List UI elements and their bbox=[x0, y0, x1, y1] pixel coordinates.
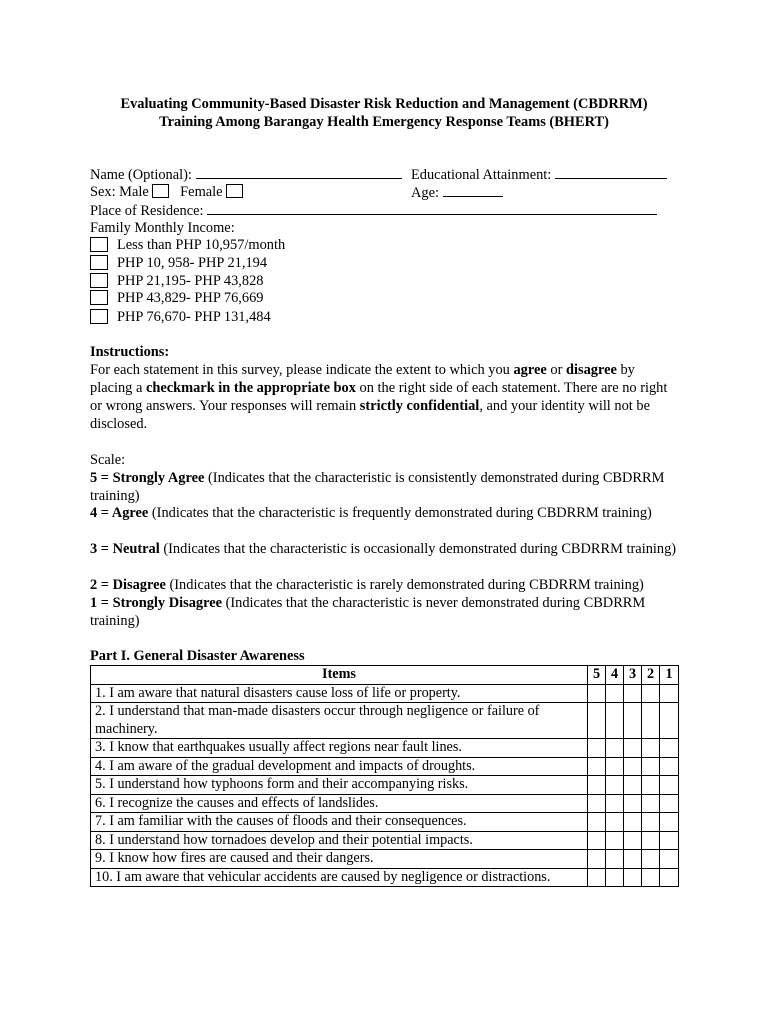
education-row bbox=[411, 165, 667, 184]
rating-cell-5[interactable] bbox=[588, 850, 606, 869]
rating-cell-3[interactable] bbox=[624, 794, 642, 813]
income-option-label: Less than PHP 10,957/month bbox=[117, 237, 286, 253]
rating-cell-2[interactable] bbox=[642, 850, 660, 869]
rating-cell-2[interactable] bbox=[642, 813, 660, 832]
name-field[interactable] bbox=[196, 165, 402, 179]
age-field[interactable] bbox=[443, 183, 503, 197]
scale-item-3: 3 = Neutral (Indicates that the characteristic is occasionally demonstrated during CBDRRM training) bbox=[90, 541, 677, 557]
income-option-label: PHP 21,195- PHP 43,828 bbox=[117, 273, 264, 289]
income-option-label: PHP 10, 958- PHP 21,194 bbox=[117, 255, 268, 271]
rating-cell-1[interactable] bbox=[660, 776, 679, 795]
table-row bbox=[91, 868, 679, 887]
rating-cell-3[interactable] bbox=[624, 813, 642, 832]
income-label: Family Monthly Income: bbox=[90, 220, 235, 236]
table-row bbox=[91, 794, 679, 813]
female-label: Female bbox=[180, 184, 223, 200]
rating-cell-2[interactable] bbox=[642, 776, 660, 795]
scale-header: 4 bbox=[606, 666, 624, 685]
rating-cell-4[interactable] bbox=[606, 757, 624, 776]
item-statement: 8. I understand how tornadoes develop and their potential impacts. bbox=[91, 831, 588, 850]
table-row bbox=[91, 776, 679, 795]
table-body bbox=[91, 684, 679, 887]
rating-cell-2[interactable] bbox=[642, 757, 660, 776]
rating-cell-4[interactable] bbox=[606, 794, 624, 813]
scale-header: 3 bbox=[624, 666, 642, 685]
rating-cell-4[interactable] bbox=[606, 813, 624, 832]
scale-header: 2 bbox=[642, 666, 660, 685]
scale-heading: Scale: bbox=[90, 452, 126, 468]
item-statement: 9. I know how fires are caused and their dangers. bbox=[91, 850, 588, 869]
item-statement: 4. I am aware of the gradual development and impacts of droughts. bbox=[91, 757, 588, 776]
rating-cell-4[interactable] bbox=[606, 739, 624, 758]
scale-item-1: 1 = Strongly Disagree (Indicates that the characteristic is never demonstrated during CBDRRM training) bbox=[90, 595, 646, 629]
rating-cell-2[interactable] bbox=[642, 794, 660, 813]
rating-cell-3[interactable] bbox=[624, 757, 642, 776]
scale-item-2: 2 = Disagree (Indicates that the characteristic is rarely demonstrated during CBDRRM training) bbox=[90, 577, 644, 593]
table-row bbox=[91, 703, 679, 739]
item-statement: 5. I understand how typhoons form and their accompanying risks. bbox=[91, 776, 588, 795]
rating-cell-3[interactable] bbox=[624, 850, 642, 869]
rating-cell-1[interactable] bbox=[660, 831, 679, 850]
table-row bbox=[91, 739, 679, 758]
rating-cell-3[interactable] bbox=[624, 684, 642, 703]
rating-cell-5[interactable] bbox=[588, 739, 606, 758]
rating-cell-5[interactable] bbox=[588, 831, 606, 850]
rating-cell-5[interactable] bbox=[588, 813, 606, 832]
rating-cell-5[interactable] bbox=[588, 794, 606, 813]
part1-heading: Part I. General Disaster Awareness bbox=[90, 648, 305, 664]
rating-cell-1[interactable] bbox=[660, 850, 679, 869]
income-option-checkbox[interactable] bbox=[90, 290, 108, 305]
rating-cell-3[interactable] bbox=[624, 739, 642, 758]
sex-label: Sex: Male bbox=[90, 184, 149, 200]
survey-title-line1: Evaluating Community-Based Disaster Risk Reduction and Management (CBDRRM) bbox=[120, 96, 648, 112]
name-row bbox=[90, 165, 402, 184]
rating-cell-1[interactable] bbox=[660, 794, 679, 813]
rating-cell-2[interactable] bbox=[642, 703, 660, 739]
income-option-checkbox[interactable] bbox=[90, 255, 108, 270]
sex-row bbox=[90, 183, 243, 201]
residence-row bbox=[90, 201, 657, 220]
income-option-label: PHP 76,670- PHP 131,484 bbox=[117, 309, 271, 325]
scale-header: 1 bbox=[660, 666, 679, 685]
item-statement: 10. I am aware that vehicular accidents are caused by negligence or distractions. bbox=[91, 868, 588, 887]
rating-cell-2[interactable] bbox=[642, 831, 660, 850]
item-statement: 7. I am familiar with the causes of floods and their consequences. bbox=[91, 813, 588, 832]
scale-header: 5 bbox=[588, 666, 606, 685]
rating-cell-1[interactable] bbox=[660, 868, 679, 887]
age-row bbox=[411, 183, 503, 202]
income-option-checkbox[interactable] bbox=[90, 309, 108, 324]
rating-cell-1[interactable] bbox=[660, 684, 679, 703]
age-label: Age: bbox=[411, 185, 439, 201]
income-option-checkbox[interactable] bbox=[90, 273, 108, 288]
rating-cell-5[interactable] bbox=[588, 776, 606, 795]
table-row bbox=[91, 757, 679, 776]
rating-cell-5[interactable] bbox=[588, 703, 606, 739]
instructions-text: For each statement in this survey, please indicate the extent to which you agree or disagree by placing a checkmark in the appropriate box on the right side of each statement. There are no right or wrong answers. Your responses will remain strictly confidential, and your identity will not be disclosed. bbox=[90, 362, 668, 432]
rating-cell-3[interactable] bbox=[624, 776, 642, 795]
rating-cell-4[interactable] bbox=[606, 703, 624, 739]
residence-field[interactable] bbox=[207, 201, 657, 215]
instructions-heading: Instructions: bbox=[90, 344, 170, 360]
item-statement: 2. I understand that man-made disasters occur through negligence or failure of machinery. bbox=[91, 703, 588, 739]
rating-cell-2[interactable] bbox=[642, 739, 660, 758]
rating-cell-5[interactable] bbox=[588, 868, 606, 887]
name-label: Name (Optional): bbox=[90, 167, 192, 183]
rating-cell-3[interactable] bbox=[624, 703, 642, 739]
rating-cell-4[interactable] bbox=[606, 776, 624, 795]
scale-item-5: 5 = Strongly Agree (Indicates that the characteristic is consistently demonstrated during CBDRRM training) bbox=[90, 470, 665, 504]
part1-table bbox=[90, 665, 679, 887]
income-option-label: PHP 43,829- PHP 76,669 bbox=[117, 290, 264, 306]
rating-cell-3[interactable] bbox=[624, 831, 642, 850]
residence-label: Place of Residence: bbox=[90, 203, 204, 219]
table-header-row bbox=[91, 666, 679, 685]
education-label: Educational Attainment: bbox=[411, 167, 552, 183]
rating-cell-1[interactable] bbox=[660, 757, 679, 776]
table-row bbox=[91, 850, 679, 869]
items-header: Items bbox=[91, 666, 588, 685]
item-statement: 3. I know that earthquakes usually affect regions near fault lines. bbox=[91, 739, 588, 758]
rating-cell-1[interactable] bbox=[660, 813, 679, 832]
education-field[interactable] bbox=[555, 165, 667, 179]
female-checkbox[interactable] bbox=[226, 184, 243, 198]
table-row bbox=[91, 813, 679, 832]
rating-cell-4[interactable] bbox=[606, 850, 624, 869]
rating-cell-1[interactable] bbox=[660, 703, 679, 739]
rating-cell-4[interactable] bbox=[606, 831, 624, 850]
rating-cell-2[interactable] bbox=[642, 684, 660, 703]
rating-cell-5[interactable] bbox=[588, 757, 606, 776]
scale-item-4: 4 = Agree (Indicates that the characteristic is frequently demonstrated during CBDRRM training) bbox=[90, 505, 652, 521]
rating-cell-2[interactable] bbox=[642, 868, 660, 887]
item-statement: 1. I am aware that natural disasters cause loss of life or property. bbox=[91, 684, 588, 703]
rating-cell-5[interactable] bbox=[588, 684, 606, 703]
table-row bbox=[91, 684, 679, 703]
rating-cell-4[interactable] bbox=[606, 868, 624, 887]
table-row bbox=[91, 831, 679, 850]
rating-cell-4[interactable] bbox=[606, 684, 624, 703]
item-statement: 6. I recognize the causes and effects of landslides. bbox=[91, 794, 588, 813]
income-option-checkbox[interactable] bbox=[90, 237, 108, 252]
rating-cell-1[interactable] bbox=[660, 739, 679, 758]
survey-title-line2: Training Among Barangay Health Emergency Response Teams (BHERT) bbox=[159, 114, 609, 130]
male-checkbox[interactable] bbox=[152, 184, 169, 198]
rating-cell-3[interactable] bbox=[624, 868, 642, 887]
